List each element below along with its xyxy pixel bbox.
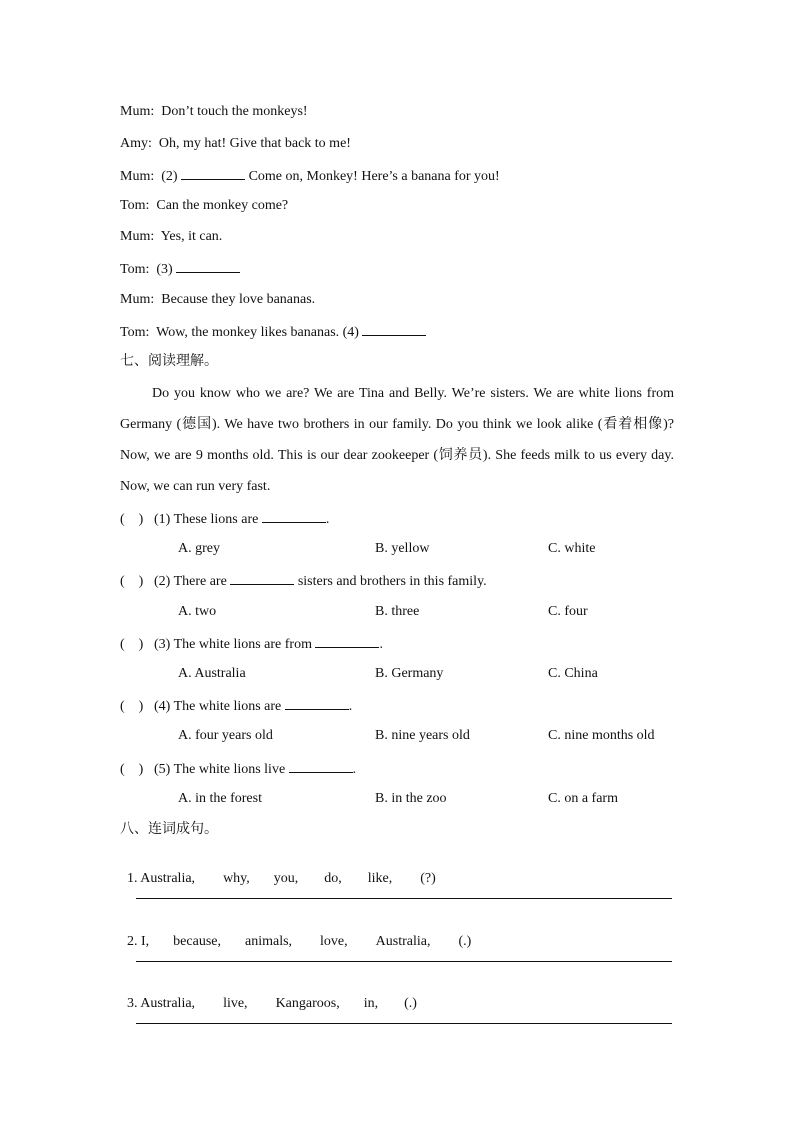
speaker: Tom:	[120, 262, 150, 277]
question-3: ( ) (3) The white lions are from .	[120, 634, 383, 654]
word: live,	[223, 996, 248, 1011]
question-2: ( ) (2) There are sisters and brothers in this family.	[120, 571, 487, 591]
option-b: B. yellow	[375, 541, 430, 556]
word: because,	[173, 934, 221, 949]
option-a: A. in the forest	[178, 791, 262, 806]
word: Australia,	[140, 996, 196, 1011]
speaker: Mum:	[120, 169, 155, 184]
word: Australia,	[140, 871, 196, 886]
answer-blank[interactable]	[285, 696, 349, 710]
question-1: ( ) (1) These lions are .	[120, 509, 329, 529]
option-c: C. nine months old	[548, 728, 655, 743]
dialogue-text: Yes, it can.	[160, 229, 223, 244]
dialogue-text: (3)	[156, 262, 173, 277]
reading-passage	[120, 378, 674, 502]
dialogue-line-5	[120, 228, 222, 246]
section7-title: 七、阅读理解。	[120, 353, 218, 369]
answer-blank[interactable]	[230, 571, 294, 585]
section8-title: 八、连词成句。	[120, 821, 218, 837]
word-order-item-3: 3. Australia, live, Kangaroos, in, (.)	[127, 996, 417, 1011]
option-b: B. in the zoo	[375, 791, 447, 806]
word-order-item-2: 2. I, because, animals, love, Australia, (.)	[127, 934, 472, 949]
dialogue-text: Can the monkey come?	[156, 198, 289, 213]
option-c: C. white	[548, 541, 596, 556]
dialogue-text: Because they love bananas.	[161, 292, 316, 307]
dialogue-text: Come on, Monkey! Here’s a banana for you!	[248, 169, 500, 184]
answer-blank[interactable]	[181, 166, 245, 180]
answer-line[interactable]	[136, 898, 672, 899]
speaker: Mum:	[120, 104, 155, 119]
word: love,	[320, 934, 348, 949]
speaker: Mum:	[120, 229, 155, 244]
option-c: C. on a farm	[548, 791, 618, 806]
question-5: ( ) (5) The white lions live .	[120, 759, 356, 779]
answer-blank[interactable]	[176, 259, 240, 273]
answer-blank[interactable]	[289, 759, 353, 773]
option-b: B. nine years old	[375, 728, 470, 743]
speaker: Mum:	[120, 292, 155, 307]
option-a: A. Australia	[178, 666, 246, 681]
answer-bracket[interactable]: ( )	[120, 574, 144, 589]
answer-line[interactable]	[136, 961, 672, 962]
word: (?)	[420, 871, 436, 886]
word: Kangaroos,	[275, 996, 340, 1011]
option-b: B. Germany	[375, 666, 444, 681]
dialogue-line-2	[120, 135, 351, 153]
dialogue-text: (2)	[161, 169, 178, 184]
answer-bracket[interactable]: ( )	[120, 512, 144, 527]
option-a: A. two	[178, 604, 217, 619]
option-a: A. grey	[178, 541, 220, 556]
dialogue-text: Oh, my hat! Give that back to me!	[158, 136, 351, 151]
passage-text: Do you know who we are? We are Tina and Belly. We’re sisters. We are white lions from Germany (德国). We have two brothers in our family. Do you think we look alike (看着相像)? Now, we are 9 months old. This is our dear zookeeper (饲养员). She feeds milk to us every day. Now, we can run very fast.	[120, 386, 674, 494]
dialogue-line-3	[120, 166, 500, 186]
answer-line[interactable]	[136, 1023, 672, 1024]
word: Australia,	[375, 934, 431, 949]
option-c: C. four	[548, 604, 588, 619]
word: you,	[273, 871, 299, 886]
option-c: C. China	[548, 666, 598, 681]
word: do,	[324, 871, 342, 886]
word: I,	[141, 934, 150, 949]
word: in,	[363, 996, 379, 1011]
word: (.)	[404, 996, 417, 1011]
option-b: B. three	[375, 604, 420, 619]
speaker: Tom:	[120, 325, 150, 340]
dialogue-line-8	[120, 322, 426, 342]
word: animals,	[244, 934, 293, 949]
dialogue-line-4	[120, 197, 288, 215]
dialogue-line-1	[120, 103, 308, 121]
dialogue-text: Wow, the monkey likes bananas. (4)	[156, 325, 359, 340]
dialogue-text: Don’t touch the monkeys!	[161, 104, 308, 119]
dialogue-line-7	[120, 291, 315, 309]
answer-blank[interactable]	[315, 634, 379, 648]
answer-bracket[interactable]: ( )	[120, 637, 144, 652]
answer-bracket[interactable]: ( )	[120, 699, 144, 714]
answer-blank[interactable]	[262, 509, 326, 523]
word: (.)	[458, 934, 472, 949]
word: like,	[367, 871, 393, 886]
question-4: ( ) (4) The white lions are .	[120, 696, 352, 716]
answer-bracket[interactable]: ( )	[120, 762, 144, 777]
dialogue-line-6	[120, 259, 240, 279]
speaker: Amy:	[120, 136, 152, 151]
word: why,	[223, 871, 250, 886]
answer-blank[interactable]	[362, 322, 426, 336]
speaker: Tom:	[120, 198, 150, 213]
option-a: A. four years old	[178, 728, 273, 743]
word-order-item-1: 1. Australia, why, you, do, like, (?)	[127, 871, 436, 886]
